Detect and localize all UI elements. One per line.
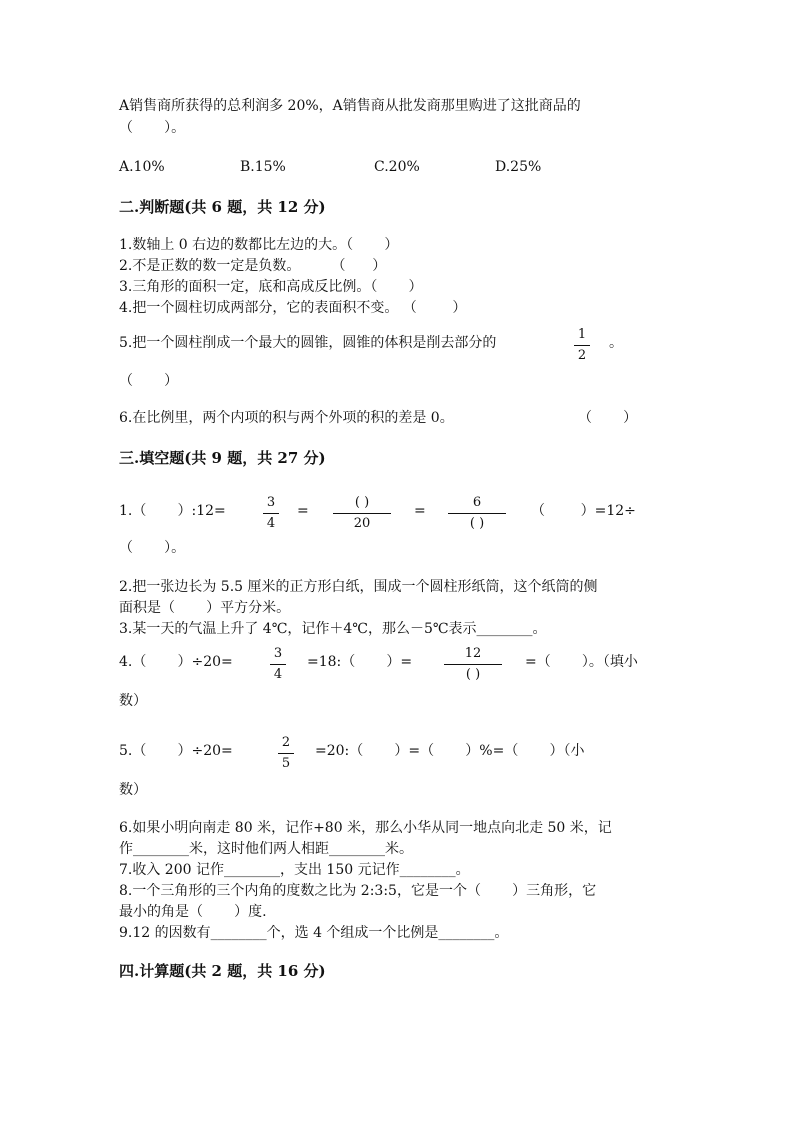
answer-blank: （ ）。: [119, 540, 186, 556]
fraction-denominator: ( ): [465, 667, 481, 682]
answer-blank: （ ）: [119, 373, 179, 389]
fill-item: 3.某一天的气温上升了 4℃，记作＋4℃，那么－5℃表示________。: [119, 621, 547, 637]
fill-item: 数）: [119, 693, 147, 709]
equals-sign: =: [414, 503, 426, 519]
fraction: [333, 495, 391, 532]
fraction-denominator: 20: [353, 516, 371, 531]
section-title: 三.填空题(共 9 题，共 27 分): [119, 449, 326, 467]
fraction-denominator: 4: [273, 667, 283, 682]
fraction-numerator: 3: [266, 495, 276, 510]
fill-item: 8.一个三角形的三个内角的度数之比为 2:3:5，它是一个（ ）三角形，它: [119, 883, 597, 899]
fill-item: 最小的角是（ ）度.: [119, 904, 267, 920]
fraction-denominator: ( ): [469, 516, 485, 531]
option-c: C.20%: [374, 159, 420, 175]
fill-item: 7.收入 200 记作________，支出 150 元记作________。: [119, 862, 470, 878]
option-b: B.15%: [240, 159, 286, 175]
fill-item: =18:（ ）=: [307, 654, 413, 670]
fraction: [574, 327, 590, 364]
judge-item: 2.不是正数的数一定是负数。 （ ）: [119, 258, 387, 274]
fill-item: =（ ）。（填小: [525, 654, 638, 670]
fraction: [270, 646, 286, 683]
fraction: [444, 646, 502, 683]
fill-item: 作________米，这时他们两人相距________米。: [119, 841, 413, 857]
fill-item: 6.如果小明向南走 80 米，记作+80 米，那么小华从同一地点向北走 50 米，记: [119, 820, 612, 836]
judge-item: 6.在比例里，两个内项的积与两个外项的积的差是 0。: [119, 410, 454, 426]
punctuation: 。: [609, 335, 623, 351]
option-d: D.25%: [495, 159, 542, 175]
fill-item: 数）: [119, 782, 147, 798]
fraction-numerator: 1: [577, 327, 587, 342]
fill-item: （ ）=12÷: [531, 503, 636, 519]
equals-sign: =: [297, 503, 309, 519]
fill-item: 4.（ ）÷20=: [119, 654, 233, 670]
option-a: A.10%: [119, 159, 165, 175]
fraction: [263, 495, 279, 532]
judge-item: 1.数轴上 0 右边的数都比左边的大。（ ）: [119, 237, 399, 253]
judge-item: 4.把一个圆柱切成两部分，它的表面积不变。 （ ）: [119, 300, 467, 316]
fraction-numerator: 2: [281, 735, 291, 750]
answer-blank: （ ）。: [119, 120, 186, 136]
fraction-numerator: 6: [472, 495, 482, 510]
fraction-numerator: 3: [273, 646, 283, 661]
judge-item: 3.三角形的面积一定，底和高成反比例。（ ）: [119, 279, 423, 295]
fraction-denominator: 5: [281, 756, 291, 771]
fill-item: 9.12 的因数有________个，选 4 个组成一个比例是________。: [119, 925, 509, 941]
fill-item: =20:（ ）=（ ）%=（ ）（小: [315, 743, 585, 759]
fraction-denominator: 4: [266, 516, 276, 531]
fraction: [278, 735, 294, 772]
fraction-numerator: 12: [464, 646, 482, 661]
fill-item: 1.（ ）:12=: [119, 503, 226, 519]
fill-item: 面积是（ ）平方分米。: [119, 600, 291, 616]
fraction-numerator: ( ): [354, 495, 370, 510]
question-text: A销售商所获得的总利润多 20%，A销售商从批发商那里购进了这批商品的: [119, 98, 581, 114]
answer-blank: （ ）: [578, 410, 638, 426]
section-title: 二.判断题(共 6 题，共 12 分): [119, 198, 326, 216]
fraction-denominator: 2: [577, 348, 587, 363]
fill-item: 2.把一张边长为 5.5 厘米的正方形白纸，围成一个圆柱形纸筒，这个纸筒的侧: [119, 579, 598, 595]
fraction: [448, 495, 506, 532]
fill-item: 5.（ ）÷20=: [119, 743, 233, 759]
section-title: 四.计算题(共 2 题，共 16 分): [119, 962, 326, 980]
judge-item: 5.把一个圆柱削成一个最大的圆锥，圆锥的体积是削去部分的: [119, 335, 497, 351]
